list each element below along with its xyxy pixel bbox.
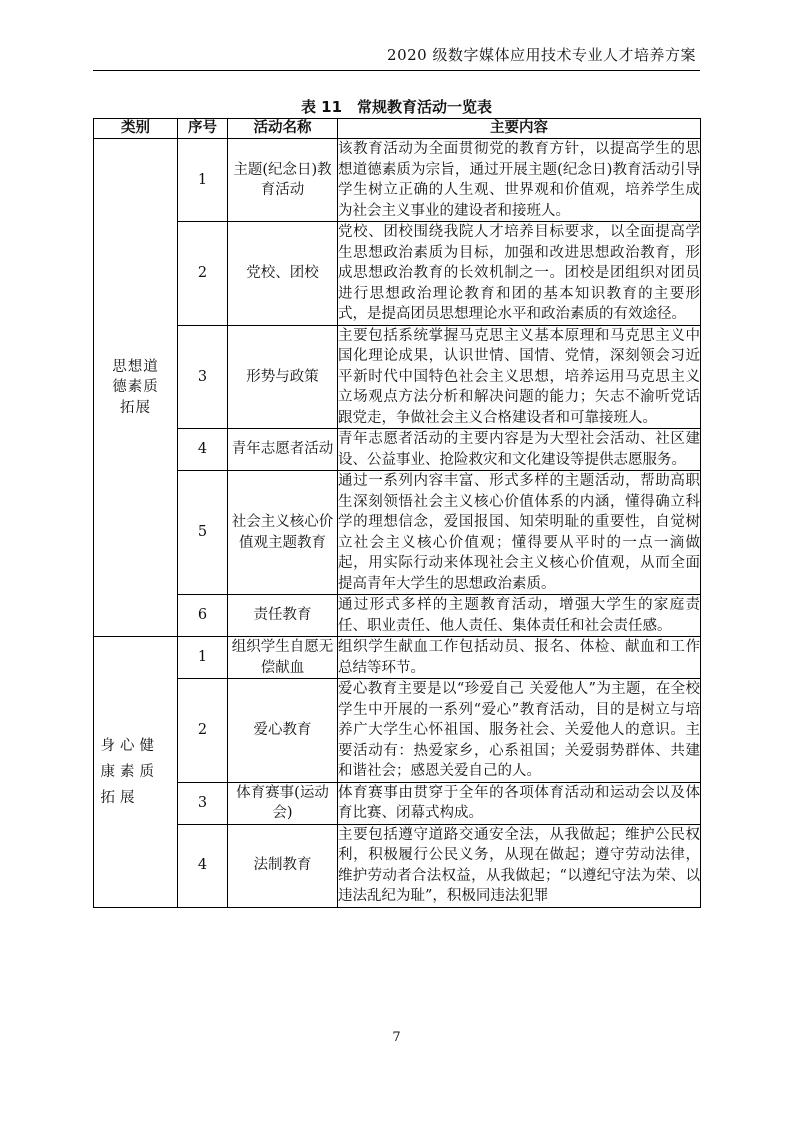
activity-content: 青年志愿者活动的主要内容是为大型社会活动、社区建设、公益事业、抢险救灾和文化建设等提供志愿服务。 [338, 429, 701, 471]
activity-content: 该教育活动为全面贯彻党的教育方针，以提高学生的思想道德素质为宗旨，通过开展主题(纪念日)教育活动引导学生树立正确的人生观、世界观和价值观，培养学生成为社会主义事业的建设者和接班人。 [338, 139, 701, 222]
header-divider [93, 70, 700, 71]
category-cell-health [94, 637, 178, 908]
table-row [94, 595, 701, 637]
category-label: 思想道德素质拓展 [112, 358, 159, 416]
activity-content: 通过一系列内容丰富、形式多样的主题活动，帮助高职生深刻领悟社会主义核心价值体系的内涵，懂得确立科学的理想信念，爱国报国、知荣明耻的重要性，自觉树立社会主义核心价值观；懂得要从平时的一点一滴做起，用实际行动来体现社会主义核心价值观，从而全面提高青年大学生的思想政治素质。 [338, 471, 701, 595]
activity-content: 体育赛事由贯穿于全年的各项体育活动和运动会以及体育比赛、闭幕式构成。 [338, 782, 701, 824]
table-row [94, 471, 701, 595]
activity-name: 青年志愿者活动 [228, 429, 338, 471]
activity-content: 主要包括遵守道路交通安全法，从我做起；维护公民权利，积极履行公民义务，从现在做起；遵守劳动法律，维护劳动者合法权益，从我做起；“以遵纪守法为荣、以违法乱纪为耻”，积极同违法犯罪 [338, 824, 701, 907]
category-cell-moral [94, 139, 178, 637]
activity-name: 责任教育 [228, 595, 338, 637]
activity-name: 主题(纪念日)教育活动 [228, 139, 338, 222]
column-header-activity: 活动名称 [228, 119, 338, 139]
table-row [94, 139, 701, 222]
activity-content: 主要包括系统掌握马克思主义基本原理和马克思主义中国化理论成果，认识世情、国情、党情，深刻领会习近平新时代中国特色社会主义思想，培养运用马克思主义立场观点方法分析和解决问题的能力；矢志不渝听党话跟党走，争做社会主义合格建设者和可靠接班人。 [338, 325, 701, 429]
table-row [94, 679, 701, 783]
activity-name: 法制教育 [228, 824, 338, 907]
activity-name: 体育赛事(运动会) [228, 782, 338, 824]
row-number: 1 [178, 139, 228, 222]
column-header-content: 主要内容 [338, 119, 701, 139]
document-header-title: 2020 级数字媒体应用技术专业人才培养方案 [387, 46, 696, 64]
row-number: 6 [178, 595, 228, 637]
activity-name: 社会主义核心价值观主题教育 [228, 471, 338, 595]
table-row [94, 325, 701, 429]
row-number: 4 [178, 824, 228, 907]
activity-content: 组织学生献血工作包括动员、报名、体检、献血和工作总结等环节。 [338, 637, 701, 679]
row-number: 3 [178, 325, 228, 429]
row-number: 3 [178, 782, 228, 824]
row-number: 5 [178, 471, 228, 595]
activities-table [93, 118, 701, 908]
activity-content: 党校、团校围绕我院人才培养目标要求，以全面提高学生思想政治素质为目标，加强和改进思想政治教育，形成思想政治教育的长效机制之一。团校是团组织对团员进行思想政治理论教育和团的基本知识教育的主要形式，是提高团员思想理论水平和政治素质的有效途径。 [338, 222, 701, 326]
activity-name: 组织学生自愿无偿献血 [228, 637, 338, 679]
table-row [94, 824, 701, 907]
activity-content: 爱心教育主要是以“珍爱自己 关爱他人”为主题，在全校学生中开展的一系列“爱心”教育活动，目的是树立与培养广大学生心怀祖国、服务社会、关爱他人的意识。主要活动有：热爱家乡，心系祖国；关爱弱势群体、共建和谐社会；感恩关爱自己的人。 [338, 679, 701, 783]
table-row [94, 637, 701, 679]
table-caption: 表 11 常规教育活动一览表 [300, 98, 493, 116]
activity-name: 党校、团校 [228, 222, 338, 326]
row-number: 2 [178, 222, 228, 326]
column-header-number: 序号 [178, 119, 228, 139]
activity-name: 爱心教育 [228, 679, 338, 783]
table-row [94, 222, 701, 326]
table-row [94, 782, 701, 824]
activity-content: 通过形式多样的主题教育活动，增强大学生的家庭责任、职业责任、他人责任、集体责任和社会责任感。 [338, 595, 701, 637]
column-header-category: 类别 [94, 119, 178, 139]
activity-name: 形势与政策 [228, 325, 338, 429]
category-label: 身心健康素质拓展 [100, 737, 159, 806]
table-row [94, 429, 701, 471]
table-header-row [94, 119, 701, 139]
row-number: 1 [178, 637, 228, 679]
row-number: 4 [178, 429, 228, 471]
page-number: 7 [392, 1030, 401, 1045]
row-number: 2 [178, 679, 228, 783]
